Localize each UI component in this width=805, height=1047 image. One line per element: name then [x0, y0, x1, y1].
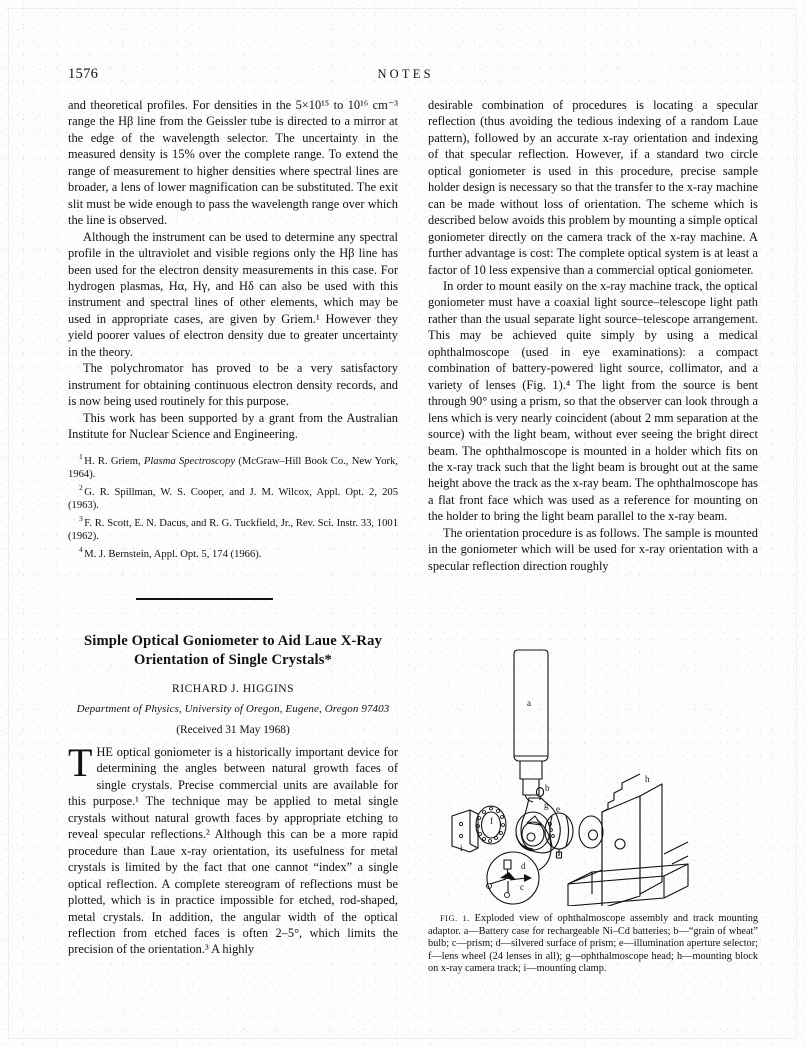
figure-caption-label: FIG. 1.	[440, 913, 470, 923]
paragraph-with-dropcap	[68, 740, 398, 958]
running-head	[68, 66, 740, 82]
footnote-number: 2	[79, 482, 83, 492]
footnote-number: 3	[79, 513, 83, 523]
footnote-text: H. R. Griem,	[84, 455, 144, 467]
paragraph: desirable combination of procedures is locating a specular reflection (thus avoiding the tedious indexing of a random Laue pattern), followed by an accurate x-ray orientation and indexing of that specular reflection. However, if a standard two circle optical goniometer is used in this procedure, precise sample holder design is necessary so that the transfer to the x-ray machine can be made without loss of orientation. The scheme which is described below avoids this problem by mounting a simple optical goniometer directly on the camera track of the x-ray machine. A further advantage is cost: The complete optical system is at least a factor of 10 less expensive than a commercial optical goniometer.	[428, 98, 758, 277]
article-header	[68, 632, 398, 736]
figure-1-illustration	[428, 648, 758, 906]
footnote-text-tail: (McGraw–Hill Book Co., New York, 1964).	[68, 455, 398, 480]
right-column-article-two	[428, 97, 758, 574]
footnote-text: G. R. Spillman, W. S. Cooper, and J. M. Wilcox, Appl. Opt. 2, 205 (1963).	[68, 486, 398, 511]
figure-caption-text: Exploded view of ophthalmoscope assembly and track mounting adaptor. a—Battery case for rechargeable Ni–Cd batteries; b—“grain of wheat” bulb; c—prism; d—silvered surface of prism; e—illumination aperture selector; f—lens wheel (24 lenses in all); g—ophthalmoscope head; h—mounting block on x-ray camera track; i—mounting clamp.	[428, 913, 758, 975]
running-head-title: NOTES	[377, 67, 434, 81]
footnote-text: F. R. Scott, E. N. Dacus, and R. G. Tuckfield, Jr., Rev. Sci. Instr. 33, 1001 (1962).	[68, 517, 398, 542]
article-received-date: (Received 31 May 1968)	[176, 724, 290, 736]
paragraph: This work has been supported by a grant from the Australian Institute for Nuclear Science and Engineering.	[68, 410, 398, 442]
figure-label-h: h	[645, 774, 650, 784]
article-author: RICHARD J. HIGGINS	[171, 682, 295, 695]
figure-label-d: d	[521, 861, 526, 871]
figure-label-e: e	[556, 804, 560, 814]
article-title-line-2: Orientation of Single Crystals*	[133, 652, 332, 668]
paragraph: In order to mount easily on the x-ray machine track, the optical goniometer must have a coaxial light source–telescope light path rather than the usual separate light source–telescope arrangement. This may be achieved quite simply by using a medical ophthalmoscope (used in eye examinations): a compact combination of battery-powered light source, collimator, and a variety of lenses (Fig. 1).⁴ The light from the source is bent through 90° using a prism, so that the observer can look through a lens which is very nearly coincident (about 2 mm separation at the source) with the light beam, without ever seeing the bright direct beam. The ophthalmoscope is mounted in a holder which fits on the x-ray track such that the light beam is brought out at the same height above the track as the x-ray beam. The ophthalmoscope has a flat front face which was used as a reference for mounting on the holder to bring the light beam parallel to the x-ray beam.	[428, 278, 758, 524]
footnote-title-italic: Plasma Spectroscopy	[143, 455, 236, 467]
opening-paragraph-text: HE optical goniometer is a historically important device for determining the angles between natural growth faces of single crystals. Precise commercial units are available for this purpose.¹ The technique may be applied to metal single crystals without natural growth faces by appropriate etching to reveal specular reflections.² Although this can be a more rapid procedure than Laue x-ray orientation, its usefulness for metal crystals is limited by the fact that one cannot “index” a single optical reflection. A complete stereogram of reflections must be plotted, which is in practice impossible for etched, rod-shaped, metal crystals. In addition, the angular width of the optical reflection from etched faces is often 2–5°, which limits the precision of the orientation.³ A highly	[68, 745, 398, 957]
figure-label-i: i	[460, 843, 463, 853]
article-title	[68, 632, 398, 670]
left-column-article-two	[68, 740, 398, 958]
figure-part-labels	[460, 698, 650, 892]
section-divider-rule	[136, 598, 273, 600]
figure-caption	[428, 912, 758, 976]
footnote-item	[68, 450, 398, 481]
figure-label-b: b	[545, 783, 550, 793]
paragraph: and theoretical profiles. For densities in the 5×10¹⁵ to 10¹⁶ cm⁻³ range the Hβ line from the Geissler tube is directed to a mirror at the edge of the wavelength selector. The uncertainty in the measured density is 15% over the complete range. To extend the range of measurement to higher densities where spectral lines are broader, a lens of lower magnification can be substituted. The exit slit must be wide enough to pass the wavelength range over which the line is observed.	[68, 98, 398, 228]
article-affiliation: Department of Physics, University of Oregon, Eugene, Oregon 97403	[76, 703, 390, 715]
figure-label-f: f	[490, 816, 493, 826]
figure-label-a: a	[527, 698, 531, 708]
footnote-text: M. J. Bernstein, Appl. Opt. 5, 174 (1966).	[84, 549, 262, 561]
paragraph: Although the instrument can be used to determine any spectral profile in the ultraviolet and visible regions only the Hβ line has been used for the electron density measurements in this case. For hydrogen plasmas, Hα, Hγ, and Hδ can also be used with this instrument and spectral lines of other elements, which may be used in appropriate cases, are given by Griem.¹ However they yield poorer values of electron density due to greater uncertainty in the theory.	[68, 229, 398, 359]
page-number: 1576	[68, 66, 99, 82]
figure-1	[428, 648, 758, 976]
footnote-number: 4	[79, 545, 83, 555]
article-title-line-1: Simple Optical Goniometer to Aid Laue X-Ray	[83, 633, 383, 649]
drop-cap: T	[68, 740, 93, 785]
figure-label-g: g	[544, 800, 549, 810]
paragraph: The polychromator has proved to be a very satisfactory instrument for obtaining continuous electron density records, and is now being used routinely for this purpose.	[68, 361, 398, 409]
footnote-number: 1	[79, 451, 83, 461]
footnote-item	[68, 512, 398, 543]
paragraph: The orientation procedure is as follows. The sample is mounted in the goniometer which will be used for x-ray orientation with a specular reflection direction roughly	[428, 525, 758, 573]
figure-label-c: c	[520, 882, 524, 892]
footnote-list	[68, 450, 398, 562]
left-column-article-one	[68, 97, 398, 561]
footnote-item	[68, 481, 398, 512]
footnote-item	[68, 543, 398, 561]
